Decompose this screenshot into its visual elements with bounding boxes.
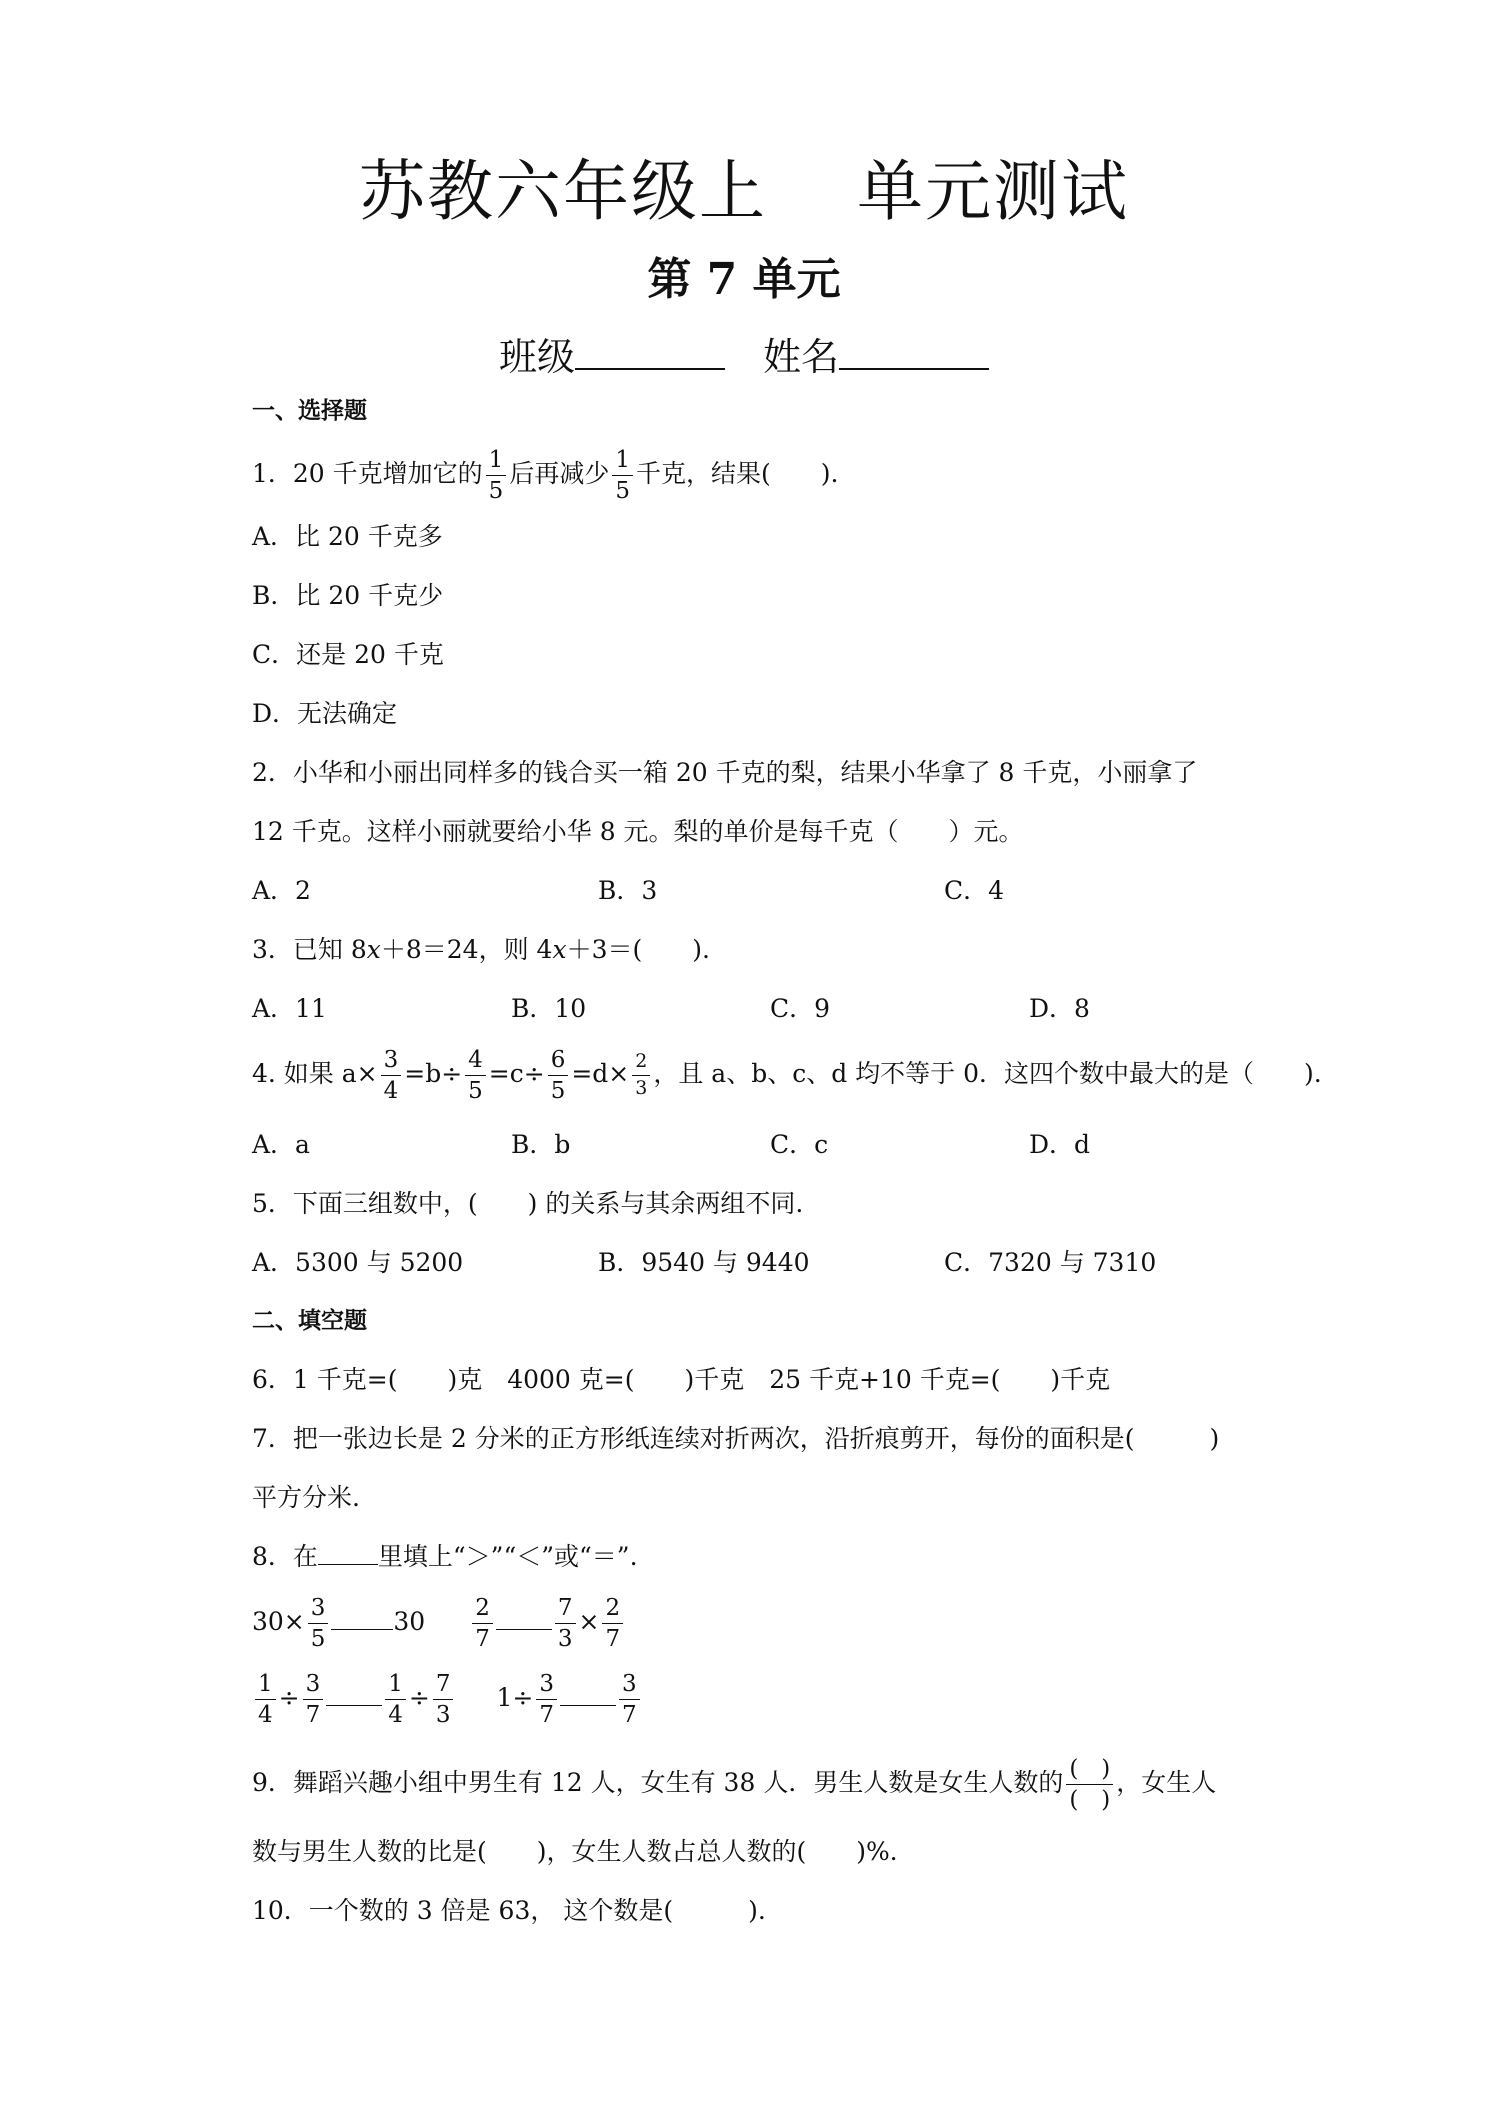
q9-fraction-blank[interactable]: $\frac{( )}{( )}$ xyxy=(1066,1757,1113,1812)
class-name-line xyxy=(0,326,1488,381)
q1-option-a[interactable]: A．比 20 千克多 xyxy=(252,522,443,551)
q1-option-c[interactable]: C．还是 20 千克 xyxy=(252,640,444,669)
class-label: 班级 xyxy=(498,335,575,379)
q8-blank xyxy=(318,1544,378,1565)
q4-option-c[interactable]: C．c xyxy=(770,1130,829,1159)
q8-row-2: $\frac{1}{4}$ ÷ $\frac{3}{7}$ $\frac{1}{4}$ ÷ $\frac{7}{3}$ 1÷ $\frac{3}{7}$ $\frac{3}{7}$ xyxy=(252,1672,643,1727)
q9-line-2: 数与男生人数的比是( )，女生人数占总人数的( )%． xyxy=(252,1837,915,1866)
section-choice-heading: 一、选择题 xyxy=(252,398,367,424)
q7-line-1: 7．把一张边长是 2 分米的正方形纸连续对折两次，沿折痕剪开，每份的面积是( ) xyxy=(252,1424,1220,1453)
q4-option-d[interactable]: D．d xyxy=(1029,1130,1091,1159)
question-9: 9．舞蹈兴趣小组中男生有 12 人，女生有 38 人．男生人数是女生人数的 $\frac{( )}{( )}$ ，女生人 xyxy=(252,1756,1217,1814)
q7-line-2: 平方分米. xyxy=(252,1483,360,1512)
question-6: 6．1 千克=( )克 4000 克=( )千克 25 千克+10 千克=( )千克 xyxy=(252,1365,1111,1394)
question-4: 4. 如果 a× $\frac{3}{4}$ =b÷ $\frac{4}{5}$ =c÷ $\frac{6}{5}$ =d× $\frac{2}{3}$ ，且 a、b、c、d 均不等于 0．这四个数中最大的是（ ). xyxy=(252,1047,1322,1105)
question-1 xyxy=(252,448,838,503)
title-left: 苏教六年级上 xyxy=(359,153,767,230)
q4-fraction-4: $\frac{2}{3}$ xyxy=(632,1052,650,1099)
q4-fraction-3: $\frac{6}{5}$ xyxy=(548,1048,569,1103)
question-3: 3．已知 8x＋8＝24，则 4x＋3＝( ). xyxy=(252,935,710,964)
q4-option-b[interactable]: B．b xyxy=(511,1130,571,1159)
section-fill-heading: 二、填空题 xyxy=(252,1308,367,1334)
q3-option-a[interactable]: A．11 xyxy=(252,994,327,1023)
q4-fraction-2: $\frac{4}{5}$ xyxy=(465,1048,486,1103)
q3-option-d[interactable]: D．8 xyxy=(1029,994,1090,1023)
question-5: 5．下面三组数中，( ) 的关系与其余两组不同. xyxy=(252,1189,804,1218)
unit-heading: 第 7 单元 xyxy=(647,254,841,305)
q3-option-b[interactable]: B．10 xyxy=(511,994,587,1023)
q8-r1-blank-1[interactable] xyxy=(331,1609,393,1630)
q2-option-c[interactable]: C．4 xyxy=(944,876,1005,905)
q1-fraction-2: $\frac{1}{5}$ xyxy=(612,448,633,503)
q2-line-2: 12 千克。这样小丽就要给小华 8 元。梨的单价是每千克（ ）元。 xyxy=(252,817,1024,846)
q1-suffix: 千克，结果( ). xyxy=(635,459,839,489)
q2-option-a[interactable]: A．2 xyxy=(252,876,311,905)
q8-r2-blank-2[interactable] xyxy=(560,1685,616,1706)
q3-option-c[interactable]: C．9 xyxy=(770,994,831,1023)
q1-prefix: 1．20 千克增加它的 xyxy=(252,459,483,489)
name-label: 姓名 xyxy=(763,335,840,379)
q4-fraction-1: $\frac{3}{4}$ xyxy=(381,1048,402,1103)
q5-option-a[interactable]: A．5300 与 5200 xyxy=(252,1248,464,1277)
q5-option-b[interactable]: B．9540 与 9440 xyxy=(598,1248,810,1277)
q8-row-1: 30× $\frac{3}{5}$ 30 $\frac{2}{7}$ $\frac{7}{3}$ × $\frac{2}{7}$ xyxy=(252,1596,626,1651)
q8-r2-blank-1[interactable] xyxy=(326,1685,382,1706)
name-blank[interactable] xyxy=(839,338,989,370)
q8-r1-blank-2[interactable] xyxy=(496,1609,552,1630)
q2-line-1: 2．小华和小丽出同样多的钱合买一箱 20 千克的梨，结果小华拿了 8 千克，小丽拿了 xyxy=(252,758,1198,787)
title-right: 单元测试 xyxy=(857,153,1129,230)
q5-option-c[interactable]: C．7320 与 7310 xyxy=(944,1248,1157,1277)
class-blank[interactable] xyxy=(575,338,725,370)
q4-option-a[interactable]: A．a xyxy=(252,1130,310,1159)
q1-option-d[interactable]: D．无法确定 xyxy=(252,699,398,728)
question-10: 10．一个数的 3 倍是 63， 这个数是( ). xyxy=(252,1896,766,1925)
q1-middle: 后再减少 xyxy=(509,459,610,489)
page-title xyxy=(0,138,1488,233)
question-8: 8．在 里填上“＞”“＜”或“＝”. xyxy=(252,1542,638,1571)
q1-option-b[interactable]: B．比 20 千克少 xyxy=(252,581,444,610)
q1-fraction-1: $\frac{1}{5}$ xyxy=(486,448,507,503)
q2-option-b[interactable]: B．3 xyxy=(598,876,658,905)
